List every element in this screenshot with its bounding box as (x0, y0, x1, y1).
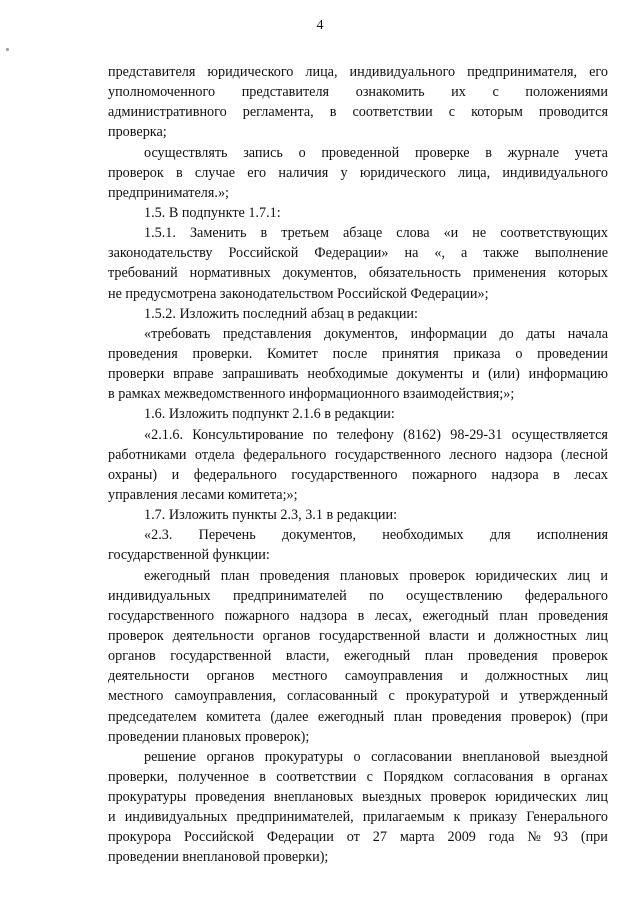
word: (при (580, 829, 608, 846)
word: лиц (585, 789, 608, 806)
word: проверки (108, 366, 165, 383)
word: внеплановых (273, 789, 354, 806)
word: «, (434, 245, 446, 262)
word: проведения (467, 648, 538, 665)
word: № (527, 829, 541, 846)
word: выездной (550, 748, 608, 765)
word: начала (567, 325, 608, 342)
text-line: проверка; (108, 124, 167, 141)
text-line: проведении плановых проверок); (108, 728, 310, 745)
text-line (108, 223, 608, 243)
word: необходимые (307, 366, 388, 383)
word: наличия (278, 164, 329, 181)
word: и (471, 366, 480, 383)
text-line (108, 767, 608, 787)
word: выполнение (534, 245, 608, 262)
word: представления (222, 325, 312, 342)
word: надзора (491, 466, 539, 483)
text-line: 1.5. В подпункте 1.7.1: (144, 204, 281, 221)
word: принятия (382, 345, 439, 362)
word: должностных (485, 668, 569, 685)
text-line (108, 747, 608, 767)
word: план (220, 567, 250, 584)
word: работниками (108, 446, 187, 463)
word: решение (144, 748, 197, 765)
word: положениями (525, 84, 608, 101)
text-line (108, 263, 608, 283)
word: (или) (488, 366, 520, 383)
word: проведения (108, 345, 178, 362)
word: полученное (178, 768, 249, 785)
word: на (404, 245, 419, 262)
word: учета (574, 144, 608, 161)
word: (далее (270, 708, 309, 725)
word: утвержденный (519, 688, 608, 705)
word: 1.5.1. (144, 225, 176, 242)
word: «2.3. (144, 527, 173, 544)
word: Российской (184, 829, 254, 846)
word: его (247, 164, 267, 181)
word: осуществлению (406, 587, 503, 604)
text-line (108, 787, 608, 807)
scan-margin-mark (6, 48, 9, 51)
word: выездных (362, 789, 422, 806)
word: документов, (282, 265, 357, 282)
word: Перечень (198, 527, 256, 544)
word: и (460, 668, 468, 685)
word: законодательству (108, 245, 213, 262)
word: «2.1.6. (144, 426, 184, 443)
text-line (108, 666, 608, 686)
word: проверок (430, 789, 487, 806)
word: и (477, 627, 486, 644)
word: абзаце (342, 225, 383, 242)
word: самоуправления (344, 668, 443, 685)
word: в (357, 607, 365, 624)
word: года (488, 829, 515, 846)
word: органов (206, 668, 255, 685)
text-line (108, 143, 608, 163)
text-line: в рамках межведомственного информационного взаимодействия;»; (108, 386, 515, 403)
word: в (543, 768, 551, 785)
word: которым (471, 104, 523, 121)
word: лица, (458, 164, 491, 181)
word: проведения (259, 567, 330, 584)
word: должностных (494, 627, 577, 644)
text-line (108, 646, 608, 666)
text-line (108, 626, 608, 646)
word: надзора (299, 607, 348, 624)
word: документы (396, 366, 464, 383)
word: власти (428, 627, 469, 644)
word: ежегодный (317, 708, 385, 725)
word: информации (410, 325, 487, 342)
word: согласованный (287, 688, 378, 705)
word: 98-29-31 (450, 426, 503, 443)
word: проверки, (108, 768, 168, 785)
word: исполнения (536, 527, 608, 544)
word: Генерального (526, 809, 608, 826)
word: проводится (538, 104, 608, 121)
word: проведения (431, 708, 502, 725)
text-line (108, 686, 608, 706)
text-line: проведении внеплановой проверки); (108, 849, 329, 866)
word: с (366, 768, 373, 785)
word: необходимых (382, 527, 464, 544)
word: даты (526, 325, 556, 342)
text-line: управления лесами комитета;»; (108, 486, 298, 503)
word: регламента, (242, 104, 314, 121)
word: представителя (108, 64, 196, 80)
word: предпринимателей, (236, 809, 354, 826)
word: с (448, 104, 456, 121)
word: ежегодный (343, 648, 411, 665)
word: федерального (193, 466, 277, 483)
word: проведении (537, 345, 608, 362)
word: о (298, 144, 306, 161)
word: лесах (574, 466, 608, 483)
word: лиц (585, 627, 608, 644)
text-line (108, 102, 608, 122)
word: вправе (173, 366, 214, 383)
word: государственного (334, 446, 441, 463)
text-line: не предусмотрена законодательством Российской Федерации»; (108, 285, 489, 302)
word: «требовать (144, 325, 211, 342)
word: с (388, 688, 395, 705)
word: федерального (524, 587, 608, 604)
word: проверок (552, 648, 608, 665)
word: самоуправления, (174, 688, 276, 705)
word: телефону (336, 426, 394, 443)
word: деятельности (172, 627, 254, 644)
word: индивидуальных (124, 809, 228, 826)
text-line (108, 243, 608, 263)
word: по (369, 587, 384, 604)
word: у (340, 164, 348, 181)
word: государственной (170, 648, 272, 665)
word: лесного (449, 446, 497, 463)
word: уполномоченного (108, 84, 216, 101)
text-line: 1.5.2. Изложить последний абзац в редакции: (144, 305, 418, 322)
word: «и (443, 225, 459, 242)
word: согласовании (371, 748, 452, 765)
word: внеплановой (462, 748, 540, 765)
word: согласования (453, 768, 534, 785)
word: для (489, 527, 511, 544)
word: в (260, 225, 268, 242)
text-line (108, 586, 608, 606)
word: в (485, 144, 492, 161)
word: проверки. (192, 345, 253, 362)
word: план (424, 648, 454, 665)
word: до (499, 325, 514, 342)
word: с (492, 84, 499, 101)
word: юридических (495, 789, 577, 806)
word: охраны) (108, 466, 158, 483)
text-line: 1.6. Изложить подпункт 2.1.6 в редакции: (144, 406, 395, 423)
word: прокуратуры (108, 789, 187, 806)
word: пожарного (412, 466, 477, 483)
word: прокуратуры (264, 748, 344, 765)
word: марта (399, 829, 435, 846)
word: Порядком (383, 768, 444, 785)
word: органов (108, 648, 156, 665)
word: власти, (285, 648, 330, 665)
word: осуществляется (511, 426, 608, 443)
word: лиц (585, 668, 608, 685)
word: журнале (507, 144, 560, 161)
text-line (108, 525, 608, 545)
word: представителя (241, 84, 330, 101)
text-line (108, 566, 608, 586)
word: запись (243, 144, 283, 161)
word: лиц (567, 567, 590, 584)
word: административного (108, 104, 227, 121)
word: которых (558, 265, 608, 282)
word: о (353, 748, 361, 765)
word: слова (396, 225, 430, 242)
word: юридического (207, 64, 294, 80)
word: по (312, 426, 328, 443)
word: Заменить (189, 225, 247, 242)
word: Федерации» (314, 245, 389, 262)
word: обязательность (368, 265, 461, 282)
word: приказа (453, 345, 501, 362)
word: проверок (108, 627, 164, 644)
word: план (499, 607, 528, 624)
word: предпринимателя, (467, 64, 578, 80)
word: надзора (505, 446, 553, 463)
word: индивидуальных (108, 587, 211, 604)
text-line (108, 707, 608, 727)
word: проверке (414, 144, 470, 161)
text-line: 1.7. Изложить пункты 2.3, 3.1 в редакции: (144, 507, 398, 524)
word: плановых (339, 567, 399, 584)
word: ежегодный (422, 607, 489, 624)
word: отдела (194, 446, 235, 463)
page-number: 4 (316, 18, 324, 33)
word: проведенной (321, 144, 400, 161)
word: юридических (475, 567, 558, 584)
word: документов, (281, 527, 357, 544)
document-body (108, 62, 608, 868)
text-line (108, 82, 608, 102)
word: проверок (108, 164, 164, 181)
word: государственной (319, 627, 421, 644)
word: (8162) (403, 426, 441, 443)
word: приказу (469, 809, 518, 826)
text-line (108, 807, 608, 827)
text-line (108, 344, 608, 364)
word: соответствии (352, 104, 433, 121)
word: соответствующих (500, 225, 608, 242)
word: Российской (228, 245, 299, 262)
word: юридического (359, 164, 446, 181)
text-line (108, 364, 608, 384)
word: применения (472, 265, 547, 282)
word: проведения (195, 789, 265, 806)
word: в (329, 104, 337, 121)
word: председателем (108, 708, 197, 725)
word: 27 (372, 829, 387, 846)
word: деятельности (108, 668, 190, 685)
word: его (589, 64, 608, 80)
word: федерального (243, 446, 327, 463)
word: их (451, 84, 466, 101)
word: (лесной (560, 446, 608, 463)
text-line (108, 445, 608, 465)
word: органах (560, 768, 608, 785)
word: (при (580, 708, 608, 725)
word: не (472, 225, 487, 242)
word: комитета (206, 708, 261, 725)
word: и (171, 466, 180, 483)
word: требований (108, 265, 178, 282)
word: прилагаемым (362, 809, 445, 826)
word: после (332, 345, 368, 362)
word: прокуратурой (405, 688, 490, 705)
word: проведения (538, 607, 608, 624)
word: 93 (553, 829, 568, 846)
word: соответствии (276, 768, 357, 785)
word: о (515, 345, 523, 362)
text-line (108, 62, 608, 82)
word: государственного (291, 466, 398, 483)
word: план (393, 708, 423, 725)
word: третьем (281, 225, 329, 242)
word: осуществлять (144, 144, 228, 161)
word: ознакомить (355, 84, 425, 101)
text-line (108, 163, 608, 183)
word: от (346, 829, 360, 846)
word: информацию (528, 366, 608, 383)
word: проверок (409, 567, 466, 584)
word: случае (194, 164, 236, 181)
text-line (108, 827, 608, 847)
word: индивидуального (502, 164, 608, 181)
word: 2009 (447, 829, 476, 846)
word: ежегодный (144, 567, 211, 584)
word: пожарного (224, 607, 290, 624)
word: государственного (108, 607, 215, 624)
word: к (453, 809, 461, 826)
word: в (259, 768, 266, 785)
text-line (108, 606, 608, 626)
word: органов (262, 627, 311, 644)
word: и (600, 567, 608, 584)
word: и (500, 688, 508, 705)
word: предпринимателей (232, 587, 347, 604)
word: нормативных (189, 265, 271, 282)
word: лица, (305, 64, 338, 80)
word: лесах, (374, 607, 412, 624)
word: в (175, 164, 183, 181)
text-line: предпринимателя.»; (108, 184, 229, 201)
word: а (461, 245, 468, 262)
text-line (108, 465, 608, 485)
word: органов (206, 748, 255, 765)
text-line (108, 324, 608, 344)
text-line (108, 425, 608, 445)
word: и (108, 809, 116, 826)
word: в (553, 466, 560, 483)
word: местного (271, 668, 328, 685)
word: проверок) (510, 708, 572, 725)
word: документов, (323, 325, 399, 342)
word: Комитет (267, 345, 318, 362)
word: запрашивать (222, 366, 299, 383)
word: Консультирование (192, 426, 304, 443)
text-line: государственной функции: (108, 547, 270, 564)
word: прокурора (108, 829, 172, 846)
word: местного (108, 688, 164, 705)
word: индивидуального (349, 64, 456, 80)
word: Федерации (266, 829, 334, 846)
word: также (483, 245, 519, 262)
